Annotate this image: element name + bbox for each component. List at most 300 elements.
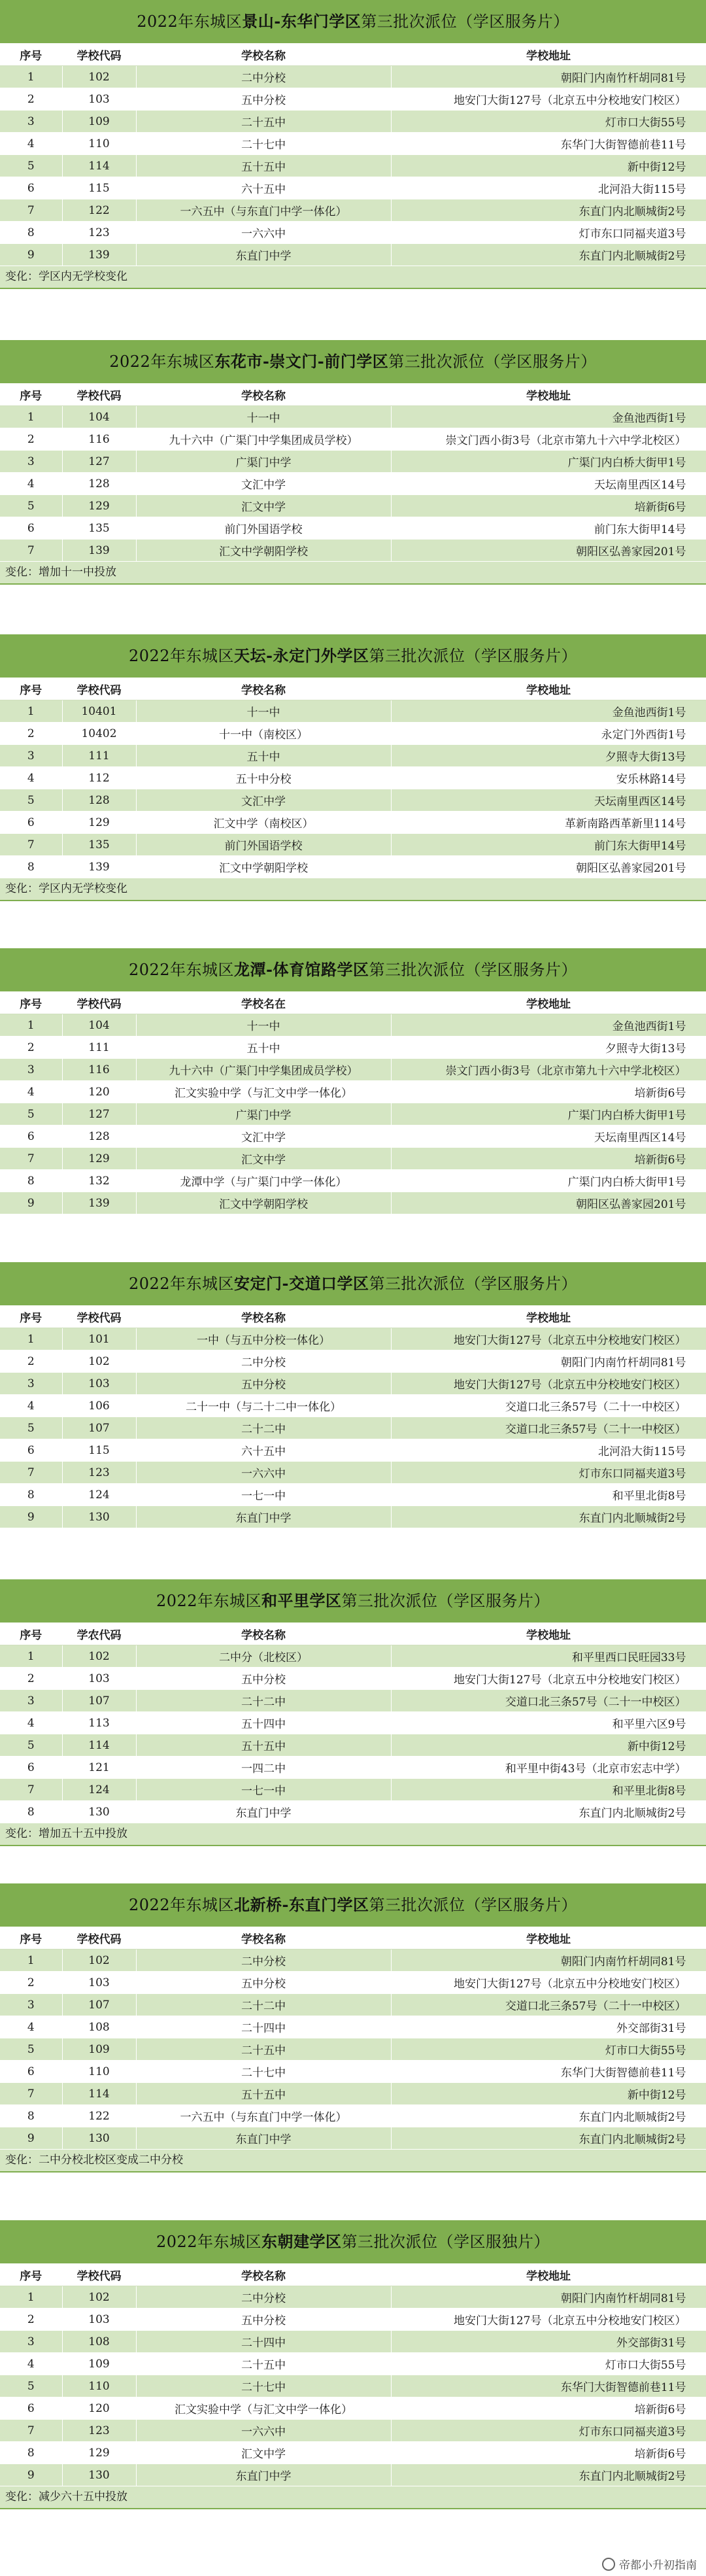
col-name: 学校名称 (136, 2264, 391, 2286)
table-row (0, 1462, 706, 1484)
row-addr: 东直门内北顺城街2号 (391, 244, 706, 266)
section-title: 2022年东城区和平里学区第三批次派位（学区服务片） (0, 1579, 706, 1623)
table-row (0, 2083, 706, 2105)
section-note: 变化：增加十一中投放 (0, 562, 706, 585)
section-title: 2022年东城区东花市-崇文门-前门学区第三批次派位（学区服务片） (0, 340, 706, 384)
col-code: 学校代码 (62, 992, 136, 1014)
row-seq: 6 (0, 2061, 62, 2083)
row-seq: 6 (0, 1757, 62, 1779)
row-addr: 东直门内北顺城街2号 (391, 2105, 706, 2127)
row-addr: 灯市口大街55号 (391, 111, 706, 133)
col-name: 学校名称 (136, 384, 391, 406)
col-seq: 序号 (0, 2264, 62, 2286)
col-addr: 学校地址 (391, 992, 706, 1014)
table-row (0, 1949, 706, 1972)
row-seq: 3 (0, 1690, 62, 1712)
district-section (0, 2220, 706, 2509)
row-code: 107 (62, 1417, 136, 1439)
row-seq: 5 (0, 789, 62, 812)
row-seq: 1 (0, 700, 62, 723)
row-name: 二中分校 (136, 1949, 391, 1972)
row-seq: 6 (0, 2397, 62, 2420)
row-name: 一中（与五中分校一体化） (136, 1328, 391, 1350)
school-table (0, 1927, 706, 2150)
row-code: 128 (62, 1125, 136, 1148)
row-name: 汇文实验中学（与汇文中学一体化） (136, 2397, 391, 2420)
table-row (0, 745, 706, 767)
row-seq: 3 (0, 1059, 62, 1081)
row-code: 129 (62, 495, 136, 517)
table-row (0, 1417, 706, 1439)
row-name: 二中分校 (136, 66, 391, 88)
col-name: 学校名称 (136, 1306, 391, 1328)
school-table (0, 1623, 706, 1823)
row-seq: 5 (0, 2375, 62, 2397)
table-header-row (0, 992, 706, 1014)
row-code: 139 (62, 1192, 136, 1214)
row-code: 109 (62, 2038, 136, 2061)
col-name: 学校名在 (136, 992, 391, 1014)
row-seq: 7 (0, 1462, 62, 1484)
table-row (0, 1037, 706, 1059)
row-name: 五十四中 (136, 1712, 391, 1734)
row-code: 111 (62, 745, 136, 767)
row-seq: 1 (0, 1949, 62, 1972)
table-row (0, 2105, 706, 2127)
row-seq: 4 (0, 1712, 62, 1734)
row-addr: 广渠门内白桥大街甲1号 (391, 1103, 706, 1125)
section-title: 2022年东城区东朝建学区第三批次派位（学区服独片） (0, 2220, 706, 2264)
row-name: 二十五中 (136, 2038, 391, 2061)
row-code: 106 (62, 1395, 136, 1417)
row-name: 二十七中 (136, 2061, 391, 2083)
table-row (0, 133, 706, 155)
row-code: 114 (62, 2083, 136, 2105)
row-seq: 9 (0, 2464, 62, 2486)
row-addr: 北河沿大街115号 (391, 1439, 706, 1462)
row-code: 104 (62, 406, 136, 428)
section-note: 变化：学区内无学校变化 (0, 878, 706, 901)
row-code: 128 (62, 789, 136, 812)
row-code: 116 (62, 1059, 136, 1081)
row-name: 二十二中 (136, 1994, 391, 2016)
row-name: 东直门中学 (136, 2127, 391, 2150)
district-section (0, 1883, 706, 2172)
row-addr: 交道口北三条57号（二十一中校区） (391, 1994, 706, 2016)
row-addr: 和平里中街43号（北京市宏志中学） (391, 1757, 706, 1779)
row-addr: 金鱼池西街1号 (391, 1014, 706, 1037)
row-addr: 东直门内北顺城街2号 (391, 2127, 706, 2150)
row-addr: 朝阳区弘善家园201号 (391, 1192, 706, 1214)
row-seq: 6 (0, 177, 62, 199)
row-addr: 培新街6号 (391, 1081, 706, 1103)
school-table (0, 44, 706, 266)
row-addr: 东直门内北顺城街2号 (391, 1506, 706, 1528)
table-row (0, 451, 706, 473)
row-name: 五十五中 (136, 2083, 391, 2105)
row-addr: 灯市口大街55号 (391, 2353, 706, 2375)
wechat-icon (602, 2558, 615, 2571)
table-row (0, 789, 706, 812)
row-code: 101 (62, 1328, 136, 1350)
row-seq: 3 (0, 111, 62, 133)
table-row (0, 1170, 706, 1192)
table-row (0, 834, 706, 856)
row-seq: 5 (0, 2038, 62, 2061)
col-seq: 序号 (0, 384, 62, 406)
row-name: 五中分校 (136, 1972, 391, 1994)
district-section (0, 340, 706, 585)
row-addr: 灯市东口同福夹道3号 (391, 222, 706, 244)
row-name: 东直门中学 (136, 2464, 391, 2486)
section-note: 变化：增加五十五中投放 (0, 1823, 706, 1846)
row-seq: 2 (0, 88, 62, 111)
table-row (0, 856, 706, 878)
row-code: 109 (62, 2353, 136, 2375)
row-code: 135 (62, 834, 136, 856)
row-addr: 新中街12号 (391, 2083, 706, 2105)
table-row (0, 2309, 706, 2331)
row-seq: 2 (0, 1037, 62, 1059)
table-row (0, 723, 706, 745)
row-code: 103 (62, 1972, 136, 1994)
table-row (0, 540, 706, 562)
table-row (0, 1328, 706, 1350)
col-code: 学校代码 (62, 1927, 136, 1949)
row-code: 108 (62, 2331, 136, 2353)
col-addr: 学校地址 (391, 1927, 706, 1949)
row-addr: 和平里西口民旺园33号 (391, 1645, 706, 1668)
row-code: 102 (62, 1645, 136, 1668)
col-name: 学校名称 (136, 1623, 391, 1645)
col-seq: 序号 (0, 678, 62, 700)
district-section (0, 1579, 706, 1846)
row-seq: 7 (0, 1779, 62, 1801)
row-seq: 8 (0, 2105, 62, 2127)
table-row (0, 1014, 706, 1037)
table-row (0, 2127, 706, 2150)
table-row (0, 517, 706, 540)
row-addr: 和平里北街8号 (391, 1484, 706, 1506)
row-addr: 广渠门内白桥大街甲1号 (391, 1170, 706, 1192)
row-name: 一七一中 (136, 1484, 391, 1506)
row-code: 102 (62, 66, 136, 88)
row-seq: 7 (0, 199, 62, 222)
row-addr: 夕照寺大街13号 (391, 1037, 706, 1059)
row-addr: 地安门大街127号（北京五中分校地安门校区） (391, 1328, 706, 1350)
row-addr: 地安门大街127号（北京五中分校地安门校区） (391, 1972, 706, 1994)
row-addr: 新中街12号 (391, 155, 706, 177)
row-name: 二十四中 (136, 2016, 391, 2038)
row-seq: 9 (0, 1506, 62, 1528)
row-seq: 6 (0, 1125, 62, 1148)
section-title: 2022年东城区安定门-交道口学区第三批次派位（学区服务片） (0, 1262, 706, 1306)
row-addr: 地安门大街127号（北京五中分校地安门校区） (391, 1668, 706, 1690)
row-seq: 6 (0, 517, 62, 540)
col-code: 学校代码 (62, 44, 136, 66)
row-addr: 新中街12号 (391, 1734, 706, 1757)
row-addr: 朝阳门内南竹杆胡同81号 (391, 1949, 706, 1972)
row-name: 汇文实验中学（与汇文中学一体化） (136, 1081, 391, 1103)
row-addr: 地安门大街127号（北京五中分校地安门校区） (391, 1373, 706, 1395)
row-seq: 4 (0, 133, 62, 155)
row-addr: 培新街6号 (391, 495, 706, 517)
row-code: 130 (62, 1801, 136, 1823)
row-addr: 东直门内北顺城街2号 (391, 199, 706, 222)
table-row (0, 767, 706, 789)
table-row (0, 222, 706, 244)
col-addr: 学校地址 (391, 44, 706, 66)
row-seq: 3 (0, 451, 62, 473)
row-code: 129 (62, 2442, 136, 2464)
row-seq: 6 (0, 812, 62, 834)
row-code: 103 (62, 2309, 136, 2331)
row-seq: 8 (0, 1801, 62, 1823)
table-row (0, 2375, 706, 2397)
row-seq: 4 (0, 767, 62, 789)
row-name: 二十五中 (136, 111, 391, 133)
row-addr: 培新街6号 (391, 1148, 706, 1170)
row-code: 127 (62, 1103, 136, 1125)
row-name: 东直门中学 (136, 1506, 391, 1528)
table-row (0, 1801, 706, 1823)
row-seq: 7 (0, 834, 62, 856)
table-row (0, 177, 706, 199)
col-seq: 序号 (0, 1623, 62, 1645)
row-name: 五中分校 (136, 1668, 391, 1690)
row-seq: 4 (0, 1395, 62, 1417)
table-row (0, 2464, 706, 2486)
row-code: 127 (62, 451, 136, 473)
row-name: 六十五中 (136, 1439, 391, 1462)
row-code: 110 (62, 2061, 136, 2083)
col-name: 学校名称 (136, 1927, 391, 1949)
table-row (0, 1373, 706, 1395)
school-table (0, 2264, 706, 2486)
table-row (0, 1125, 706, 1148)
col-addr: 学校地址 (391, 2264, 706, 2286)
row-name: 一七一中 (136, 1779, 391, 1801)
row-code: 120 (62, 1081, 136, 1103)
section-title: 2022年东城区龙潭-体育馆路学区第三批次派位（学区服务片） (0, 948, 706, 992)
row-name: 五十五中 (136, 155, 391, 177)
row-addr: 培新街6号 (391, 2442, 706, 2464)
row-code: 103 (62, 1373, 136, 1395)
row-code: 107 (62, 1690, 136, 1712)
row-addr: 天坛南里西区14号 (391, 473, 706, 495)
row-name: 五中分校 (136, 2309, 391, 2331)
row-seq: 3 (0, 2331, 62, 2353)
district-section (0, 634, 706, 901)
row-addr: 北河沿大街115号 (391, 177, 706, 199)
row-seq: 7 (0, 1148, 62, 1170)
row-addr: 灯市东口同福夹道3号 (391, 1462, 706, 1484)
row-name: 六十五中 (136, 177, 391, 199)
row-addr: 和平里六区9号 (391, 1712, 706, 1734)
row-addr: 天坛南里西区14号 (391, 1125, 706, 1148)
row-seq: 9 (0, 2127, 62, 2150)
row-addr: 金鱼池西街1号 (391, 700, 706, 723)
footer-logo: 帝都小升初指南 (602, 2556, 697, 2572)
col-addr: 学校地址 (391, 1623, 706, 1645)
table-row (0, 495, 706, 517)
row-seq: 4 (0, 2016, 62, 2038)
row-code: 130 (62, 2127, 136, 2150)
row-name: 二中分（北校区） (136, 1645, 391, 1668)
table-row (0, 2397, 706, 2420)
row-addr: 培新街6号 (391, 2397, 706, 2420)
row-addr: 交道口北三条57号（二十一中校区） (391, 1690, 706, 1712)
row-addr: 崇文门西小街3号（北京市第九十六中学北校区） (391, 428, 706, 451)
row-code: 102 (62, 2286, 136, 2309)
row-code: 139 (62, 244, 136, 266)
row-seq: 7 (0, 2420, 62, 2442)
table-row (0, 2286, 706, 2309)
table-row (0, 2038, 706, 2061)
row-seq: 1 (0, 406, 62, 428)
table-row (0, 1779, 706, 1801)
col-seq: 序号 (0, 44, 62, 66)
table-row (0, 1103, 706, 1125)
row-code: 10402 (62, 723, 136, 745)
row-code: 129 (62, 812, 136, 834)
row-addr: 永定门外西街1号 (391, 723, 706, 745)
row-seq: 5 (0, 1103, 62, 1125)
col-name: 学校名称 (136, 44, 391, 66)
row-seq: 2 (0, 723, 62, 745)
row-name: 前门外国语学校 (136, 834, 391, 856)
row-code: 115 (62, 1439, 136, 1462)
row-seq: 2 (0, 2309, 62, 2331)
table-row (0, 199, 706, 222)
row-addr: 安乐林路14号 (391, 767, 706, 789)
table-row (0, 1484, 706, 1506)
row-addr: 东华门大街智德前巷11号 (391, 2061, 706, 2083)
table-row (0, 244, 706, 266)
row-addr: 朝阳区弘善家园201号 (391, 856, 706, 878)
table-row (0, 1081, 706, 1103)
row-name: 汇文中学 (136, 1148, 391, 1170)
row-name: 龙潭中学（与广渠门中学一体化） (136, 1170, 391, 1192)
district-section (0, 948, 706, 1214)
row-name: 九十六中（广渠门中学集团成员学校） (136, 1059, 391, 1081)
row-code: 110 (62, 133, 136, 155)
table-header-row (0, 2264, 706, 2286)
row-seq: 1 (0, 66, 62, 88)
school-table (0, 678, 706, 878)
row-code: 102 (62, 1949, 136, 1972)
col-code: 学校代码 (62, 1306, 136, 1328)
row-name: 五十中 (136, 1037, 391, 1059)
row-name: 广渠门中学 (136, 451, 391, 473)
table-header-row (0, 1306, 706, 1328)
row-code: 104 (62, 1014, 136, 1037)
table-row (0, 88, 706, 111)
col-addr: 学校地址 (391, 384, 706, 406)
row-seq: 9 (0, 244, 62, 266)
row-seq: 1 (0, 2286, 62, 2309)
row-code: 114 (62, 1734, 136, 1757)
row-code: 139 (62, 540, 136, 562)
section-title: 2022年东城区景山-东华门学区第三批次派位（学区服务片） (0, 0, 706, 44)
row-name: 十一中 (136, 1014, 391, 1037)
table-row (0, 1994, 706, 2016)
row-name: 五中分校 (136, 1373, 391, 1395)
row-seq: 4 (0, 473, 62, 495)
row-name: 广渠门中学 (136, 1103, 391, 1125)
row-seq: 5 (0, 155, 62, 177)
table-row (0, 812, 706, 834)
row-name: 文汇中学 (136, 1125, 391, 1148)
row-name: 汇文中学朝阳学校 (136, 856, 391, 878)
table-row (0, 1395, 706, 1417)
row-seq: 1 (0, 1328, 62, 1350)
row-addr: 地安门大街127号（北京五中分校地安门校区） (391, 88, 706, 111)
row-code: 122 (62, 199, 136, 222)
row-code: 128 (62, 473, 136, 495)
table-row (0, 2442, 706, 2464)
row-addr: 灯市口大街55号 (391, 2038, 706, 2061)
section-note: 变化：学区内无学校变化 (0, 266, 706, 289)
row-addr: 广渠门内白桥大街甲1号 (391, 451, 706, 473)
row-addr: 灯市东口同福夹道3号 (391, 2420, 706, 2442)
section-title: 2022年东城区天坛-永定门外学区第三批次派位（学区服务片） (0, 634, 706, 678)
table-row (0, 1506, 706, 1528)
row-addr: 金鱼池西街1号 (391, 406, 706, 428)
row-seq: 2 (0, 428, 62, 451)
row-seq: 4 (0, 2353, 62, 2375)
row-name: 十一中（南校区） (136, 723, 391, 745)
row-seq: 1 (0, 1014, 62, 1037)
col-addr: 学校地址 (391, 1306, 706, 1328)
col-seq: 序号 (0, 1927, 62, 1949)
district-section (0, 0, 706, 289)
table-row (0, 1439, 706, 1462)
row-code: 132 (62, 1170, 136, 1192)
table-row (0, 1712, 706, 1734)
row-addr: 外交部街31号 (391, 2331, 706, 2353)
row-name: 二十二中 (136, 1690, 391, 1712)
row-addr: 前门东大街甲14号 (391, 834, 706, 856)
row-code: 123 (62, 1462, 136, 1484)
row-addr: 前门东大街甲14号 (391, 517, 706, 540)
row-name: 一六六中 (136, 222, 391, 244)
row-code: 116 (62, 428, 136, 451)
row-code: 108 (62, 2016, 136, 2038)
row-code: 110 (62, 2375, 136, 2397)
row-name: 一六六中 (136, 2420, 391, 2442)
table-row (0, 2420, 706, 2442)
row-seq: 8 (0, 2442, 62, 2464)
row-name: 一六五中（与东直门中学一体化） (136, 2105, 391, 2127)
row-code: 115 (62, 177, 136, 199)
row-seq: 8 (0, 856, 62, 878)
section-title: 2022年东城区北新桥-东直门学区第三批次派位（学区服务片） (0, 1883, 706, 1927)
row-name: 二十四中 (136, 2331, 391, 2353)
row-name: 九十六中（广渠门中学集团成员学校） (136, 428, 391, 451)
section-note: 变化：减少六十五中投放 (0, 2486, 706, 2509)
table-row (0, 2061, 706, 2083)
row-code: 124 (62, 1484, 136, 1506)
row-seq: 5 (0, 1734, 62, 1757)
row-addr: 东华门大街智德前巷11号 (391, 133, 706, 155)
col-code: 学农代码 (62, 1623, 136, 1645)
col-seq: 序号 (0, 992, 62, 1014)
table-row (0, 155, 706, 177)
row-code: 114 (62, 155, 136, 177)
row-code: 123 (62, 222, 136, 244)
row-name: 一六五中（与东直门中学一体化） (136, 199, 391, 222)
